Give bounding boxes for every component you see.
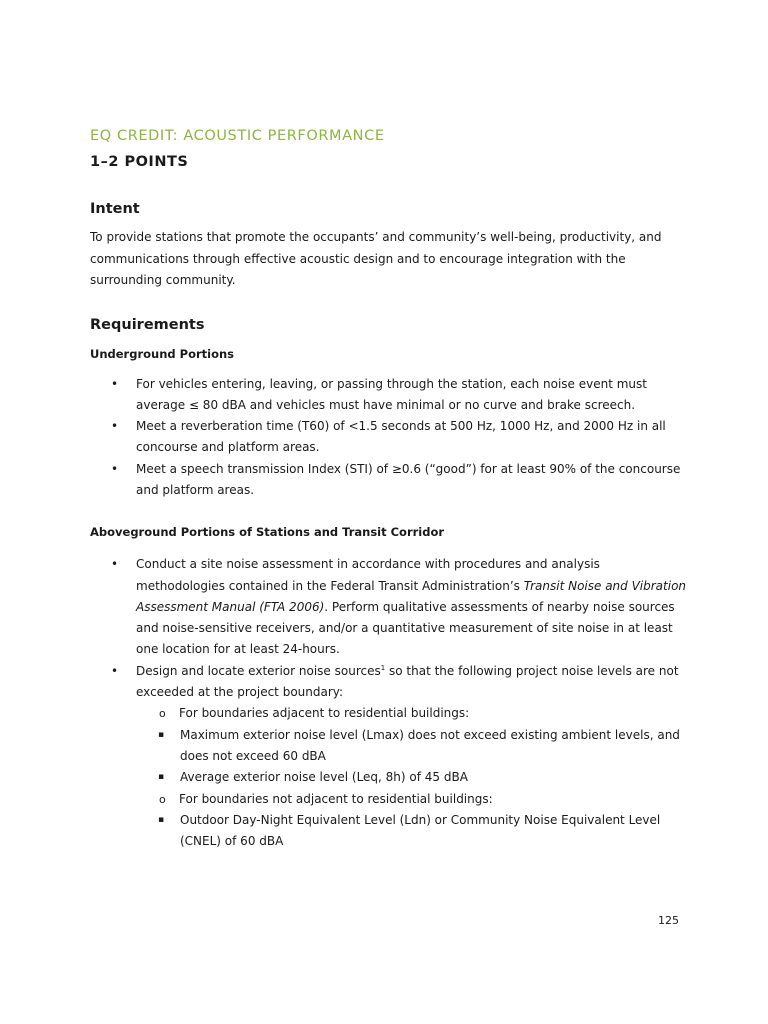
list-item-text-cont: so that the following project noise levels are not exceeded at the project boundary: bbox=[136, 663, 679, 700]
square-marker: ▪ bbox=[158, 814, 165, 825]
underground-list bbox=[90, 374, 690, 502]
bullet-marker: • bbox=[111, 461, 119, 476]
sub-sub-list-item bbox=[45, 767, 690, 788]
footnote-ref[interactable]: 1 bbox=[380, 663, 386, 672]
sub-list-item bbox=[90, 789, 690, 853]
points-label: 1–2 POINTS bbox=[90, 154, 189, 170]
list-item bbox=[90, 661, 690, 853]
list-item-text: Meet a reverberation time (T60) of <1.5 seconds at 500 Hz, 1000 Hz, and 2000 Hz in all concourse and platform areas. bbox=[136, 419, 666, 455]
intent-heading: Intent bbox=[90, 201, 140, 217]
square-marker: ▪ bbox=[158, 729, 165, 740]
sub-sub-list-item bbox=[45, 725, 690, 768]
bullet-marker: • bbox=[111, 419, 119, 434]
page-number: 125 bbox=[658, 914, 679, 927]
sub-sub-list-item-text: Maximum exterior noise level (Lmax) does not exceed existing ambient levels, and does not exceed 60 dBA bbox=[180, 727, 680, 763]
aboveground-list bbox=[90, 554, 690, 852]
sub-sub-list-item-text: Outdoor Day-Night Equivalent Level (Ldn) or Community Noise Equivalent Level (CNEL) of 60 dBA bbox=[180, 812, 661, 849]
list-item bbox=[90, 374, 690, 417]
manual-title: Transit Noise and Vibration Assessment Manual (FTA 2006) bbox=[136, 578, 687, 614]
underground-heading: Underground Portions bbox=[90, 346, 235, 361]
list-item-text-cont: . Perform qualitative assessments of nearby noise sources and noise-sensitive receivers, and/or a quantitative measurement of site noise in at least one location for at least 24-hours. bbox=[136, 599, 675, 657]
list-item-text: Conduct a site noise assessment in accordance with procedures and analysis methodologies contained in the Federal Transit Administration’s bbox=[136, 557, 600, 593]
document-page bbox=[90, 126, 690, 852]
sub-sub-list-item-text: Average exterior noise level (Leq, 8h) of 45 dBA bbox=[180, 770, 468, 785]
list-item-text: For vehicles entering, leaving, or passing through the station, each noise event must average ≤ 80 dBA and vehicles must have minimal or no curve and brake screech. bbox=[136, 376, 647, 412]
bullet-marker: • bbox=[111, 663, 119, 678]
intent-text: To provide stations that promote the occupants’ and community’s well-being, productivity, and communications through effective acoustic design and to encourage integration with the surrounding community. bbox=[90, 230, 662, 287]
list-item bbox=[90, 554, 690, 660]
bullet-marker: • bbox=[111, 557, 119, 572]
circle-marker: o bbox=[159, 792, 166, 806]
sub-list-item bbox=[90, 703, 690, 788]
list-item bbox=[90, 416, 690, 459]
sub-list-item-text: For boundaries not adjacent to residential buildings: bbox=[179, 791, 493, 806]
requirements-heading: Requirements bbox=[90, 316, 205, 333]
list-item bbox=[90, 459, 690, 502]
square-marker: ▪ bbox=[158, 772, 165, 783]
credit-title: EQ CREDIT: ACOUSTIC PERFORMANCE bbox=[90, 128, 385, 144]
list-item-text: Meet a speech transmission Index (STI) of ≥0.6 (“good”) for at least 90% of the concourse and platform areas. bbox=[136, 461, 681, 497]
boundary-list bbox=[136, 703, 690, 852]
residential-list bbox=[134, 725, 690, 789]
sub-sub-list-item bbox=[45, 810, 690, 853]
sub-list-item-text: For boundaries adjacent to residential buildings: bbox=[179, 706, 470, 721]
circle-marker: o bbox=[159, 707, 166, 721]
non-residential-list bbox=[134, 810, 690, 853]
list-item-text: Design and locate exterior noise sources bbox=[136, 663, 381, 678]
bullet-marker: • bbox=[111, 376, 119, 391]
aboveground-heading: Aboveground Portions of Stations and Transit Corridor bbox=[90, 525, 445, 540]
